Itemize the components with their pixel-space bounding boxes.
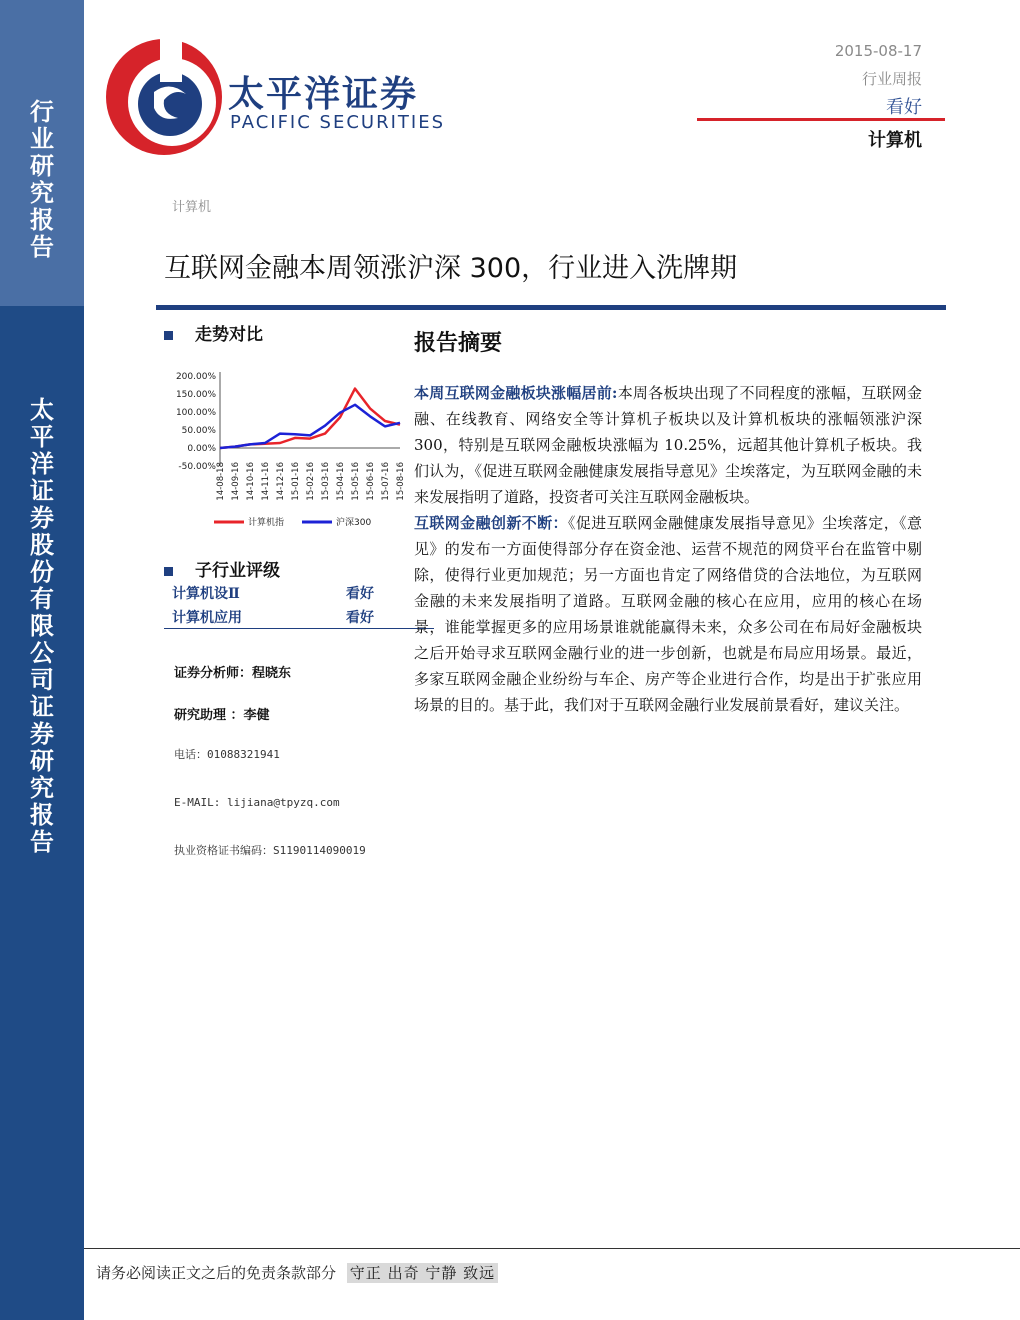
industry-rating: 看好 (886, 97, 922, 118)
assistant-name: 研究助理 ：李健 (174, 708, 270, 723)
x-tick-label: 15-06-16 (366, 462, 376, 501)
x-tick-label: 15-01-16 (291, 462, 301, 501)
y-tick-label: -50.00% (178, 462, 216, 472)
y-tick-label: 200.00% (175, 372, 216, 382)
certificate-number: 执业资格证书编码：S1190114090019 (174, 844, 366, 857)
x-tick-label: 14-10-16 (246, 462, 256, 501)
footer (96, 1262, 498, 1283)
industry-label: 计算机 (172, 200, 212, 215)
summary-paragraph (414, 510, 922, 718)
legend-label: 计算机指 (248, 518, 285, 528)
summary-heading: 报告摘要 (414, 330, 503, 356)
x-tick-label: 15-04-16 (336, 462, 346, 501)
footer-rule (84, 1248, 1020, 1249)
table-row (172, 606, 404, 630)
x-tick-label: 14-09-16 (231, 462, 241, 501)
company-motto: 守正 出奇 宁静 致远 (347, 1263, 498, 1283)
summary-paragraph (414, 380, 922, 510)
bullet-square-icon (164, 567, 173, 576)
sidebar-report-type: 行业研究报告 (30, 97, 54, 261)
sidebar-company-name: 太平洋证券股份有限公司证券研究报告 (30, 395, 54, 856)
sub-industry-heading: 子行业评级 (164, 556, 280, 581)
x-tick-label: 15-02-16 (306, 462, 316, 501)
x-tick-label: 15-07-16 (381, 462, 391, 501)
logo-english-name: PACIFIC SECURITIES (230, 112, 445, 133)
y-tick-label: 100.00% (175, 408, 216, 418)
x-tick-label: 15-03-16 (321, 462, 331, 501)
sub-industry-name: 计算机设Ⅱ (172, 586, 240, 602)
y-tick-label: 150.00% (175, 390, 216, 400)
disclaimer-text: 请务必阅读正文之后的免责条款部分 (96, 1264, 337, 1282)
x-tick-label: 14-11-16 (261, 462, 271, 501)
paragraph-lead: 本周互联网金融板块涨幅居前: (414, 384, 618, 402)
paragraph-lead: 互联网金融创新不断： (414, 514, 568, 532)
logo-chinese-name: 太平洋证券 (228, 74, 419, 115)
x-tick-label: 14-08-18 (216, 462, 226, 501)
analyst-phone: 电话：01088321941 (174, 748, 280, 761)
sub-industry-rating: 看好 (346, 610, 374, 626)
report-date: 2015-08-17 (834, 42, 922, 60)
report-title: 互联网金融本周领涨沪深 300，行业进入洗牌期 (164, 253, 738, 284)
table-row (172, 582, 404, 606)
trend-heading: 走势对比 (164, 320, 263, 345)
trend-chart (164, 366, 404, 536)
paragraph-body: 本周各板块出现了不同程度的涨幅，互联网金融、在线教育、网络安全等计算机子板块以及计算机板块的涨幅领涨沪深 300，特别是互联网金融板块涨幅为 10.25%，远超其他计算机子板块。我们认为，《促进互联网金融健康发展指导意见》尘埃落定，为互联网金融的未来发展指明了道路，投资者可关注互联网金融板块。 (414, 384, 922, 506)
bullet-square-icon (164, 331, 173, 340)
table-rule (164, 628, 434, 629)
legend-label: 沪深300 (336, 518, 372, 528)
sub-industry-rating: 看好 (346, 586, 374, 602)
x-tick-label: 15-05-16 (351, 462, 361, 501)
x-tick-label: 15-08-16 (396, 462, 406, 501)
sub-industry-table (172, 582, 404, 630)
industry-name: 计算机 (868, 130, 922, 151)
y-tick-label: 0.00% (187, 444, 216, 454)
y-tick-label: 50.00% (181, 426, 216, 436)
title-rule (156, 305, 946, 310)
analyst-name: 证券分析师：程晓东 (174, 666, 292, 681)
summary-body (414, 380, 922, 718)
paragraph-body: 《促进互联网金融健康发展指导意见》尘埃落定，《意见》的发布一方面使得部分存在资金池、运营不规范的网贷平台在监管中剔除，使得行业更加规范；另一方面也肯定了网络借贷的合法地位，为互联网金融的未来发展指明了道路。互联网金融的核心在应用，应用的核心在场景，谁能掌握更多的应用场景谁就能赢得未来，众多公司在布局好金融板块之后开始寻求互联网金融行业的进一步创新，也就是布局应用场景。最近，多家互联网金融企业纷纷与车企、房产等企业进行合作，均是出于扩张应用场景的目的。基于此，我们对于互联网金融行业发展前景看好，建议关注。 (414, 514, 922, 714)
rating-divider (697, 118, 945, 121)
sub-industry-name: 计算机应用 (172, 610, 242, 626)
report-type: 行业周报 (861, 70, 922, 88)
analyst-email[interactable]: E-MAIL: lijiana@tpyzq.com (174, 796, 340, 809)
x-tick-label: 14-12-16 (276, 462, 286, 501)
